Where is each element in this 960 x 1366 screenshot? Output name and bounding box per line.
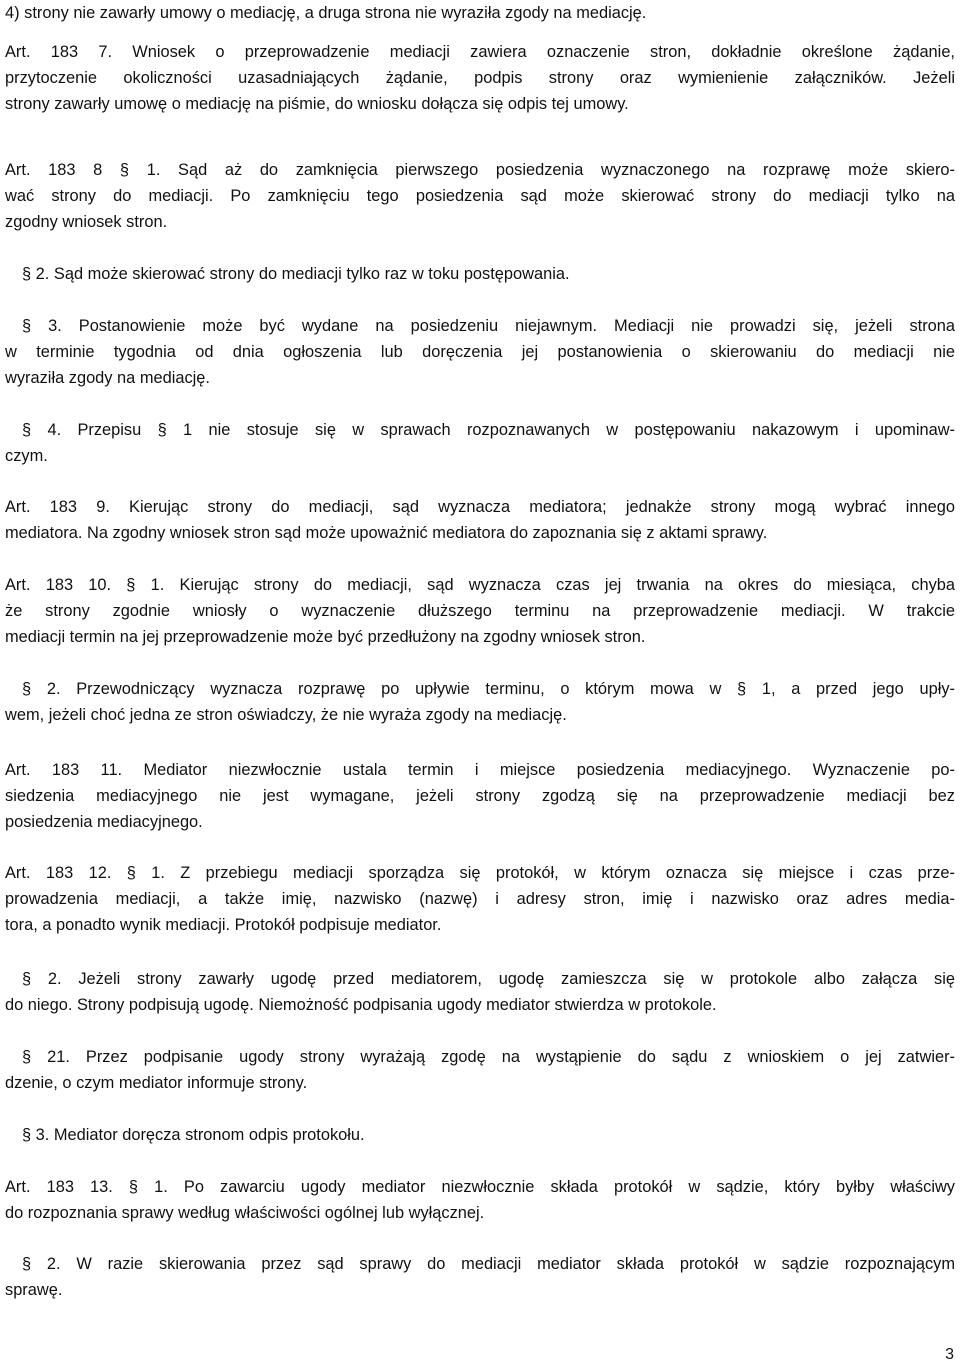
text-line: czym. [5,447,48,465]
text-line: Art. 183 10. § 1. Kierując strony do mediacji, sąd wyznacza czas jej trwania na okres do miesiąca, chyba [5,576,955,594]
text-line: § 21. Przez podpisanie ugody strony wyrażają zgodę na wystąpienie do sądu z wnioskiem o jej zatwier- [22,1048,955,1066]
paragraph-art-183-11 [5,757,955,835]
text-line: sprawę. [5,1281,63,1299]
text-line: § 4. Przepisu § 1 nie stosuje się w sprawach rozpoznawanych w postępowaniu nakazowym i upominaw- [22,421,955,439]
paragraph-item-4 [5,0,955,26]
text-line: że strony zgodnie wniosły o wyznaczenie dłuższego terminu na przeprowadzenie mediacji. W trakcie [5,602,955,620]
text-line: § 3. Mediator doręcza stronom odpis protokołu. [22,1126,365,1144]
text-line: § 2. W razie skierowania przez sąd sprawy do mediacji mediator składa protokół w sądzie rozpoznającym [22,1255,955,1273]
paragraph-art-183-8-s1 [5,157,955,235]
paragraph-art-183-12-s21 [5,1044,955,1096]
text-line: Art. 183 7. Wniosek o przeprowadzenie mediacji zawiera oznaczenie stron, dokładnie określone żądanie, [5,43,955,61]
paragraph-art-183-13-s2 [5,1251,955,1303]
paragraph-art-183-12-s3 [5,1122,955,1148]
text-line: Art. 183 12. § 1. Z przebiegu mediacji sporządza się protokół, w którym oznacza się miejsce i czas prze- [5,864,955,882]
text-line: tora, a ponadto wynik mediacji. Protokół podpisuje mediator. [5,916,442,934]
text-line: wyraziła zgody na mediację. [5,369,210,387]
paragraph-art-183-12-s1 [5,860,955,938]
text-line: do rozpoznania sprawy według właściwości ogólnej lub wyłącznej. [5,1204,485,1222]
text-line: zgodny wniosek stron. [5,213,168,231]
text-line: § 3. Postanowienie może być wydane na posiedzeniu niejawnym. Mediacji nie prowadzi się, jeżeli strona [22,317,955,335]
text-line: posiedzenia mediacyjnego. [5,813,203,831]
paragraph-art-183-8-s4 [5,417,955,469]
paragraph-art-183-13-s1 [5,1174,955,1226]
paragraph-art-183-9 [5,494,955,546]
text-line: dzenie, o czym mediator informuje strony. [5,1074,308,1092]
text-line: Art. 183 8 § 1. Sąd aż do zamknięcia pierwszego posiedzenia wyznaczonego na rozprawę może skiero- [5,161,955,179]
text-line: mediatora. Na zgodny wniosek stron sąd może upoważnić mediatora do zapoznania się z aktami sprawy. [5,524,768,542]
text-line: strony zawarły umowę o mediację na piśmie, do wniosku dołącza się odpis tej umowy. [5,95,629,113]
text-line: do niego. Strony podpisują ugodę. Niemożność podpisania ugody mediator stwierdza w protokole. [5,996,717,1014]
paragraph-art-183-10-s2 [5,676,955,728]
text-line: prowadzenia mediacji, a także imię, nazwisko (nazwę) i adresy stron, imię i nazwisko oraz adres media- [5,890,955,908]
text-line: mediacji termin na jej przeprowadzenie może być przedłużony na zgodny wniosek stron. [5,628,646,646]
text-line: przytoczenie okoliczności uzasadniających żądanie, podpis strony oraz wymienienie załączników. Jeżeli [5,69,955,87]
text-line: w terminie tygodnia od dnia ogłoszenia lub doręczenia jej postanowienia o skierowaniu do mediacji nie [5,343,955,361]
text-line: siedzenia mediacyjnego nie jest wymagane, jeżeli strony zgodzą się na przeprowadzenie mediacji bez [5,787,955,805]
text-line: Art. 183 11. Mediator niezwłocznie ustala termin i miejsce posiedzenia mediacyjnego. Wyznaczenie po- [5,761,955,779]
text-line: 4) strony nie zawarły umowy o mediację, a druga strona nie wyraziła zgody na mediację. [5,4,647,22]
page-number: 3 [945,1346,954,1363]
text-line: § 2. Przewodniczący wyznacza rozprawę po upływie terminu, o którym mowa w § 1, a przed jego upły- [22,680,955,698]
text-line: Art. 183 13. § 1. Po zawarciu ugody mediator niezwłocznie składa protokół w sądzie, który byłby właściwy [5,1178,955,1196]
text-line: wać strony do mediacji. Po zamknięciu tego posiedzenia sąd może skierować strony do mediacji tylko na [5,187,955,205]
text-line: § 2. Jeżeli strony zawarły ugodę przed mediatorem, ugodę zamieszcza się w protokole albo załącza się [22,970,955,988]
paragraph-art-183-10-s1 [5,572,955,650]
paragraph-art-183-8-s3 [5,313,955,391]
text-line: § 2. Sąd może skierować strony do mediacji tylko raz w toku postępowania. [22,265,570,283]
text-line: Art. 183 9. Kierując strony do mediacji, sąd wyznacza mediatora; jednakże strony mogą wybrać innego [5,498,955,516]
paragraph-art-183-8-s2 [5,261,955,287]
text-line: wem, jeżeli choć jedna ze stron oświadczy, że nie wyraża zgody na mediację. [5,706,567,724]
paragraph-art-183-7 [5,39,955,117]
paragraph-art-183-12-s2 [5,966,955,1018]
